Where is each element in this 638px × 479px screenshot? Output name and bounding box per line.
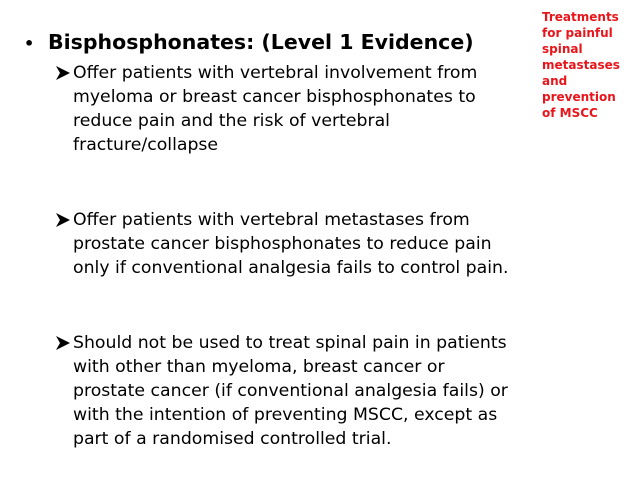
arrowhead-bullet-icon [55, 335, 71, 351]
point-2-text: Offer patients with vertebral metastases from prostate cancer bisphosphonates to reduce pain only if conventional analgesia fails to control pain. [73, 210, 509, 278]
point-3-text: Should not be used to treat spinal pain in patients with other than myeloma, breast cancer or prostate cancer (if conventional analgesia fails) or with the intention of preventing MSCC, except as part of a randomised controlled trial. [73, 333, 508, 449]
slide-heading [24, 30, 474, 56]
point-1-text: Offer patients with vertebral involvement from myeloma or breast cancer bisphosphonates to reduce pain and the risk of vertebral fracture/collapse [73, 63, 478, 155]
heading-bullet: • [24, 34, 35, 53]
side-note: Treatments for painful spinal metastases and prevention of MSCC [542, 10, 620, 120]
heading-text: Bisphosphonates: (Level 1 Evidence) [48, 30, 474, 54]
arrowhead-bullet-icon [55, 65, 71, 81]
arrowhead-bullet-icon [55, 212, 71, 228]
